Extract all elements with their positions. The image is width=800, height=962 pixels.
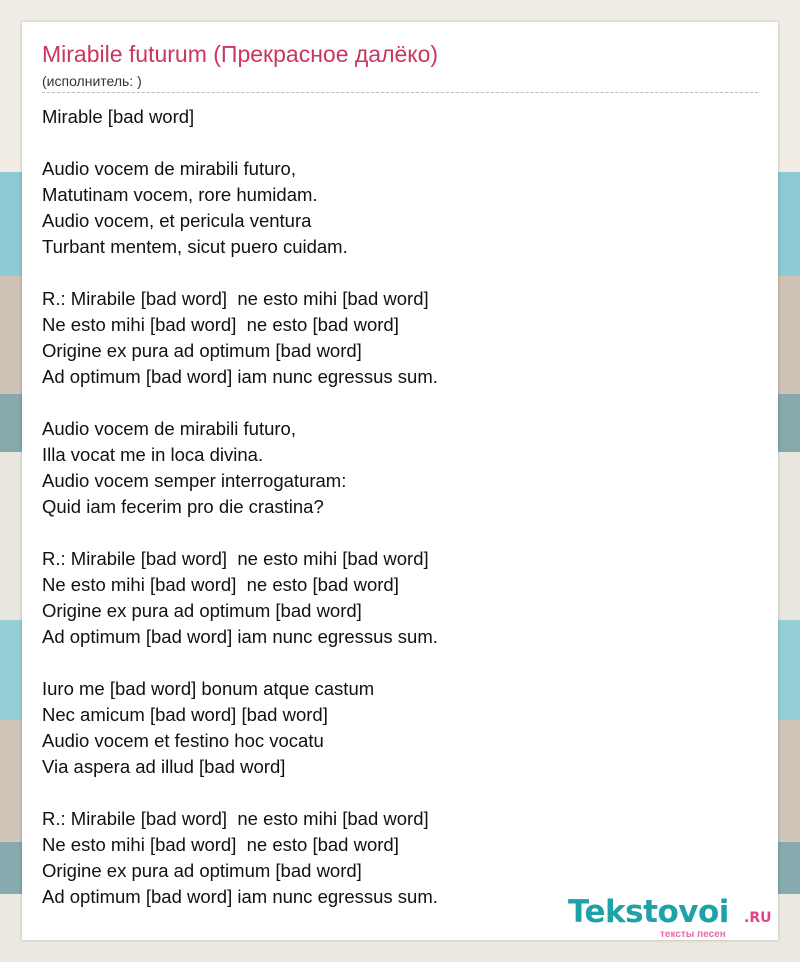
logo-wordmark: Tekstovoi [568,894,729,930]
lyric-line: Origine ex pura ad optimum [bad word] [42,860,362,881]
song-title: Mirabile futurum (Прекрасное далёко) [42,41,439,67]
lyrics-card [22,22,778,940]
lyric-line: Turbant mentem, sicut puero cuidam. [42,236,348,257]
lyric-line: Matutinam vocem, rore humidam. [42,184,318,205]
logo-tld: .RU [744,910,772,926]
lyric-line [42,260,438,286]
lyric-line: Audio vocem et festino hoc vocatu [42,730,324,751]
lyric-line: R.: Mirabile [bad word] ne esto mihi [bad word] [42,548,429,569]
lyric-line: Audio vocem, et pericula ventura [42,210,312,231]
lyric-line: Quid iam fecerim pro die crastina? [42,496,324,517]
lyric-line [42,520,438,546]
lyric-line [42,130,438,156]
lyric-line: Audio vocem de mirabili futuro, [42,418,296,439]
lyric-line [42,390,438,416]
lyric-line [42,650,438,676]
lyric-line: Ne esto mihi [bad word] ne esto [bad word] [42,574,399,595]
lyric-line: Audio vocem de mirabili futuro, [42,158,296,179]
lyric-line: Iuro me [bad word] bonum atque castum [42,678,375,699]
lyric-line: R.: Mirabile [bad word] ne esto mihi [bad word] [42,288,429,309]
lyric-line: Illa vocat me in loca divina. [42,444,264,465]
lyric-line: Ne esto mihi [bad word] ne esto [bad word] [42,314,399,335]
lyric-line [42,780,438,806]
lyric-line: Mirable [bad word] [42,106,195,127]
logo-tagline: тексты песен [660,929,726,940]
lyric-line: Origine ex pura ad optimum [bad word] [42,340,362,361]
lyric-line: Ad optimum [bad word] iam nunc egressus sum. [42,366,438,387]
lyric-line: Nec amicum [bad word] [bad word] [42,704,328,725]
lyric-line: R.: Mirabile [bad word] ne esto mihi [bad word] [42,808,429,829]
lyric-line: Audio vocem semper interrogaturam: [42,470,347,491]
site-logo[interactable] [568,894,778,940]
lyric-line: Via aspera ad illud [bad word] [42,756,286,777]
lyric-line: Ne esto mihi [bad word] ne esto [bad word] [42,834,399,855]
artist-line[interactable]: (исполнитель: ) [42,73,142,89]
title-divider [42,92,758,93]
lyrics-text [42,104,438,910]
lyric-line: Ad optimum [bad word] iam nunc egressus sum. [42,886,438,907]
lyric-line: Origine ex pura ad optimum [bad word] [42,600,362,621]
lyric-line: Ad optimum [bad word] iam nunc egressus sum. [42,626,438,647]
